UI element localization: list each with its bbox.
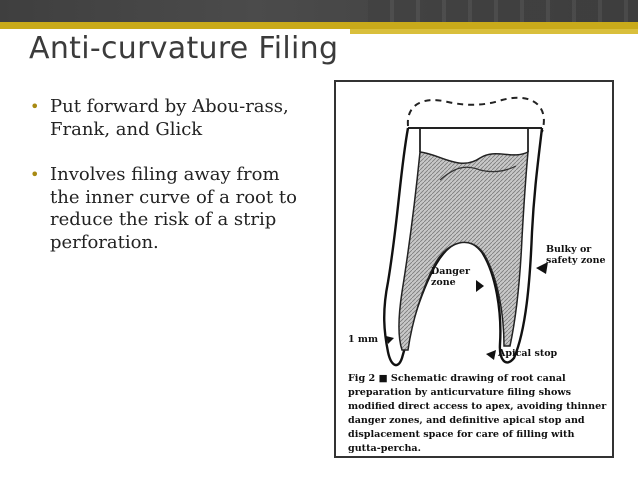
- danger-zone-label: Danger zone: [431, 266, 470, 288]
- bullet-text: Put forward by Abou-rass, Frank, and Glick: [50, 96, 289, 140]
- one-mm-label: 1 mm: [348, 334, 379, 345]
- apical-stop-arrow: [486, 350, 496, 360]
- bullet-icon: •: [30, 165, 40, 184]
- slide-title: Anti-curvature Filing: [29, 31, 339, 66]
- bullet-text: Involves filing away from the inner curve of a root to reduce the risk of a strip perforation.: [50, 164, 297, 253]
- danger-zone-arrow: [476, 280, 484, 292]
- gold-accent-bar: [0, 22, 638, 29]
- bullet-list: [30, 96, 300, 277]
- crown-dashed-outline: [408, 98, 544, 132]
- top-bar-stripes: [368, 0, 638, 22]
- bullet-item: [30, 164, 300, 254]
- gold-accent-bar-secondary: [350, 29, 638, 34]
- top-decorative-bar: [0, 0, 638, 22]
- figure-caption: Fig 2 ■ Schematic drawing of root canal preparation by anticurvature filing shows modified direct access to apex, avoiding thinner danger zones, and definitive apical stop and displacement space for care of filling with gutta-percha.: [348, 373, 607, 454]
- tooth-diagram-figure: [334, 80, 614, 458]
- safety-zone-label: Bulky or safety zone: [546, 244, 606, 266]
- canal-hatched-region: [399, 152, 528, 350]
- bullet-icon: •: [30, 97, 40, 116]
- apical-stop-label: Apical stop: [498, 348, 558, 359]
- bullet-item: [30, 96, 300, 141]
